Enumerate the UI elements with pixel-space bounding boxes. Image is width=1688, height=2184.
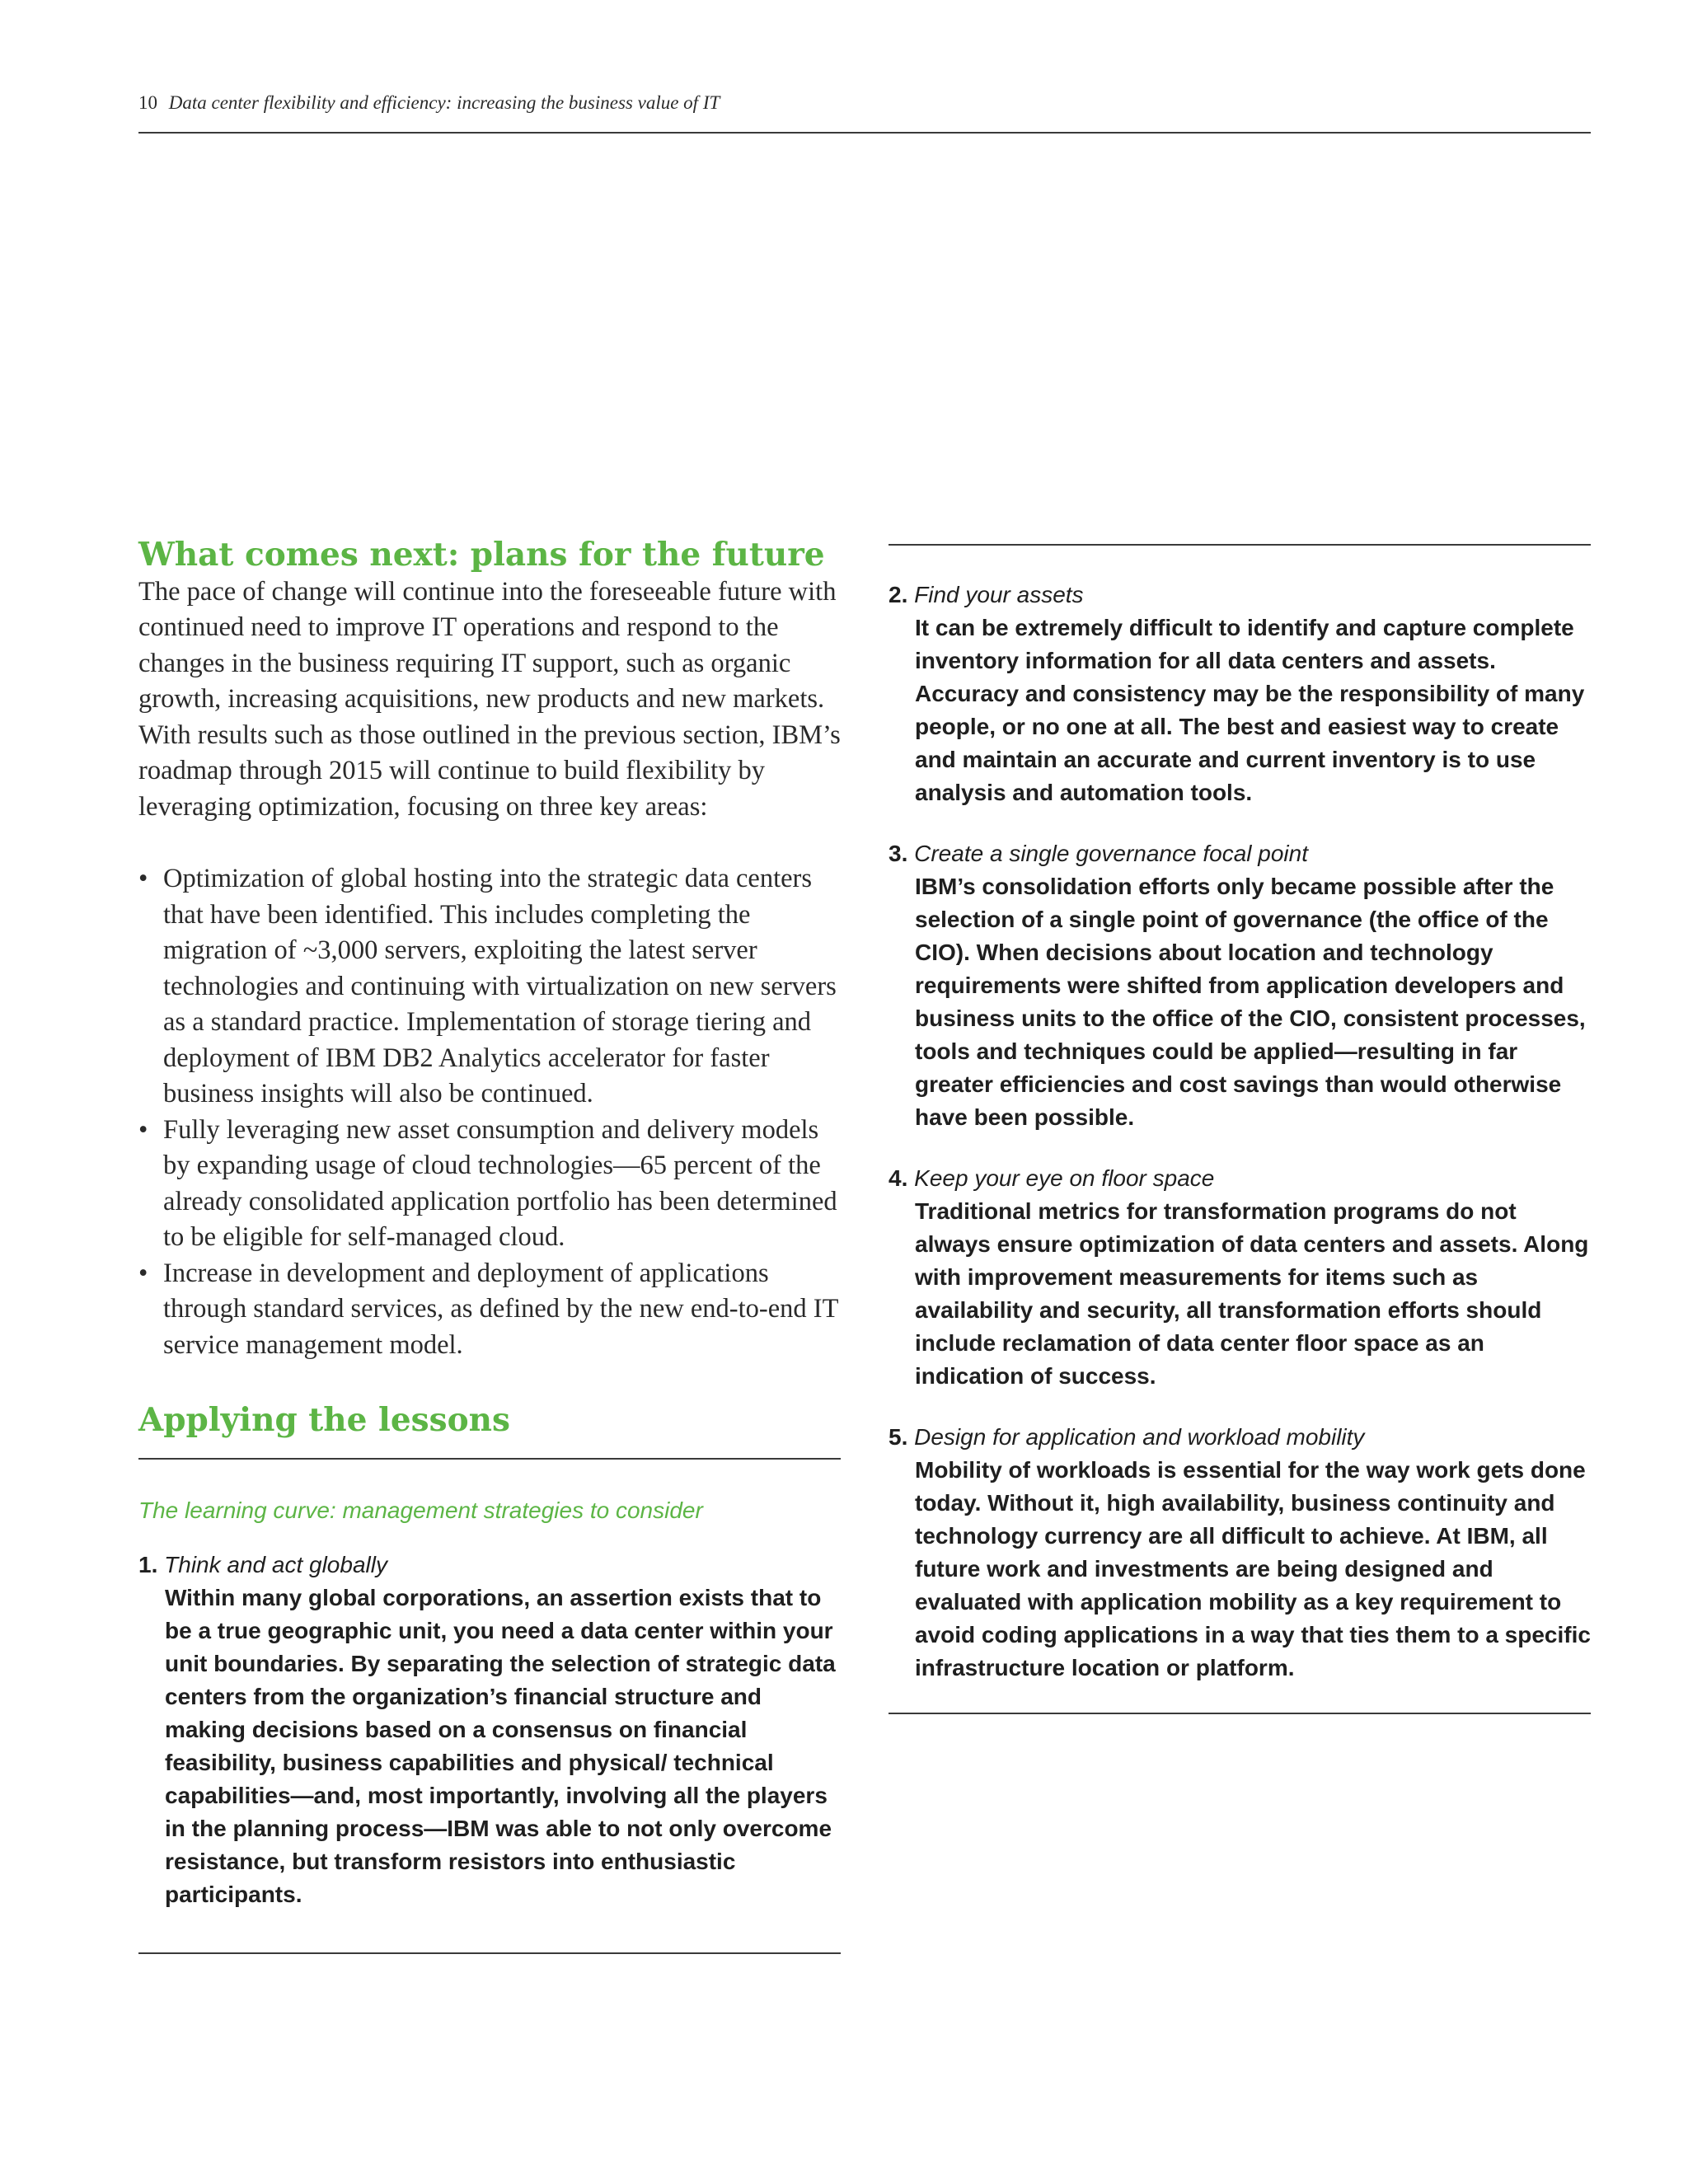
lesson-number: 1. — [138, 1552, 158, 1578]
lesson-title — [889, 837, 1591, 870]
lesson-title — [889, 579, 1591, 612]
lesson-number: 2. — [889, 582, 908, 607]
section-divider — [889, 1713, 1591, 1714]
lesson-item — [889, 579, 1591, 809]
bullet-text: Increase in development and deployment of applications through standard services, as defined by the new end-to-end IT service management model. — [163, 1258, 838, 1360]
bullet-icon: • — [138, 1258, 148, 1288]
lesson-title-text: Find your assets — [914, 582, 1084, 607]
bullet-icon: • — [138, 864, 148, 894]
lesson-item — [889, 1162, 1591, 1393]
running-header — [138, 92, 1591, 134]
document-title: Data center flexibility and efficiency: increasing the business value of IT — [168, 92, 720, 113]
lesson-title — [889, 1421, 1591, 1454]
lesson-body: Within many global corporations, an assertion exists that to be a true geographic unit, you need a data center within your unit boundaries. By separating the selection of strategic data centers from the organization’s financial structure and making decisions based on a consensus on financial feasibility, business capabilities and physical/ technical capabilities—and, most importantly, involving all the players in the planning process—IBM was able to not only overcome resistance, but transform resistors into enthusiastic participants. — [165, 1585, 836, 1908]
lesson-title — [889, 1162, 1591, 1195]
lessons-heading: Applying the lessons — [138, 1401, 510, 1440]
lesson-item — [889, 1421, 1591, 1685]
lesson-title-text: Create a single governance focal point — [914, 841, 1308, 866]
future-bullets — [138, 861, 841, 1363]
bullet-icon: • — [138, 1114, 148, 1145]
right-column — [889, 544, 1591, 1714]
left-column — [138, 536, 841, 1954]
lesson-item — [889, 837, 1591, 1134]
section-divider — [138, 1458, 841, 1460]
lesson-title-text: Think and act globally — [164, 1552, 387, 1578]
lesson-title-text: Keep your eye on floor space — [914, 1165, 1215, 1191]
bullet-item — [138, 861, 841, 1113]
lesson-number: 3. — [889, 841, 908, 866]
section-divider — [138, 1952, 841, 1954]
lessons-subtitle: The learning curve: management strategies to consider — [138, 1497, 703, 1524]
lesson-title — [138, 1549, 841, 1582]
lesson-body: IBM’s consolidation efforts only became possible after the selection of a single point of governance (the office of the CIO). When decisions about location and technology requirements were shifted from application developers and business units to the office of the CIO, consistent processes, tools and techniques could be applied—resulting in far greater efficiencies and cost savings than would otherwise have been possible. — [915, 874, 1586, 1130]
lesson-body: Mobility of workloads is essential for the way work gets done today. Without it, high availability, business continuity and technology currency are all difficult to achieve. At IBM, all future work and investments are being designed and evaluated with application mobility as a key requirement to avoid coding applications in a way that ties them to a specific infrastructure location or platform. — [915, 1457, 1591, 1680]
lesson-number: 5. — [889, 1424, 908, 1450]
lesson-body: It can be extremely difficult to identify and capture complete inventory information for all data centers and assets. Accuracy and consistency may be the responsibility of many people, or no one at all. The best and easiest way to create and maintain an accurate and current inventory is to use analysis and automation tools. — [915, 615, 1585, 805]
lesson-title-text: Design for application and workload mobility — [914, 1424, 1365, 1450]
section-divider — [889, 544, 1591, 546]
lesson-item — [138, 1549, 841, 1911]
bullet-text: Fully leveraging new asset consumption and delivery models by expanding usage of cloud technologies—65 percent of the already consolidated application portfolio has been determined to be eligible for self-managed cloud. — [163, 1114, 837, 1253]
bullet-item — [138, 1113, 841, 1256]
lesson-number: 4. — [889, 1165, 908, 1191]
page-number: 10 — [138, 92, 157, 113]
bullet-item — [138, 1256, 841, 1364]
future-intro: The pace of change will continue into the foreseeable future with continued need to improve IT operations and respond to the changes in the business requiring IT support, such as organic growth, increasing acquisitions, new products and new markets. With results such as those outlined in the previous section, IBM’s roadmap through 2015 will continue to build flexibility by leveraging optimization, focusing on three key areas: — [138, 576, 841, 822]
bullet-text: Optimization of global hosting into the strategic data centers that have been identified. This includes completing the migration of ~3,000 servers, exploiting the latest server technologies and continuing with virtualization on new servers as a standard practice. Implementation of storage tiering and deployment of IBM DB2 Analytics accelerator for faster business insights will also be continued. — [163, 864, 837, 1109]
future-heading: What comes next: plans for the future — [138, 536, 825, 574]
lesson-body: Traditional metrics for transformation programs do not always ensure optimization of data centers and assets. Along with improvement measurements for items such as availability and security, all transformation efforts should include reclamation of data center floor space as an indication of success. — [915, 1198, 1589, 1389]
